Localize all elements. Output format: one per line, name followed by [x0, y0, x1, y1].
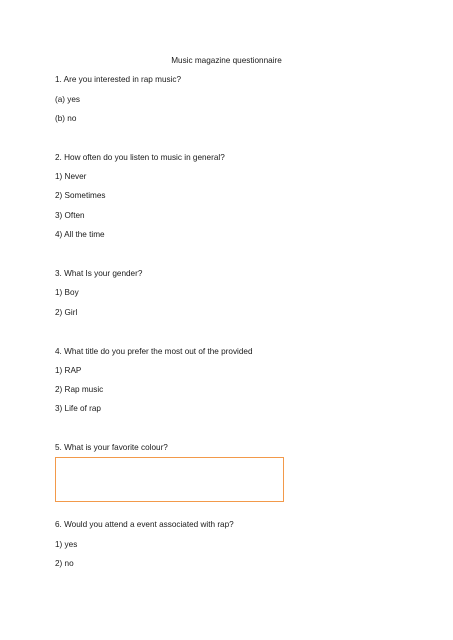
question-6-option-1: 1) yes — [55, 540, 78, 549]
question-2-option-3: 3) Often — [55, 211, 85, 220]
question-3: 3. What Is your gender? — [55, 269, 143, 278]
question-4: 4. What title do you prefer the most out of the provided — [55, 347, 253, 356]
question-4-option-2: 2) Rap music — [55, 385, 104, 394]
question-1-option-b: (b) no — [55, 114, 77, 123]
question-3-option-1: 1) Boy — [55, 288, 79, 297]
question-2-option-1: 1) Never — [55, 172, 87, 181]
question-6-option-2: 2) no — [55, 559, 74, 568]
question-6: 6. Would you attend a event associated with rap? — [55, 520, 234, 529]
question-5: 5. What is your favorite colour? — [55, 443, 168, 452]
question-4-option-1: 1) RAP — [55, 366, 82, 375]
question-2: 2. How often do you listen to music in general? — [55, 153, 225, 162]
question-1: 1. Are you interested in rap music? — [55, 75, 182, 84]
document-title: Music magazine questionnaire — [171, 56, 282, 65]
question-2-option-4: 4) All the time — [55, 230, 105, 239]
favorite-colour-answer-box[interactable] — [55, 457, 284, 502]
question-3-option-2: 2) Girl — [55, 308, 78, 317]
question-4-option-3: 3) Life of rap — [55, 404, 101, 413]
question-2-option-2: 2) Sometimes — [55, 191, 106, 200]
question-1-option-a: (a) yes — [55, 95, 81, 104]
